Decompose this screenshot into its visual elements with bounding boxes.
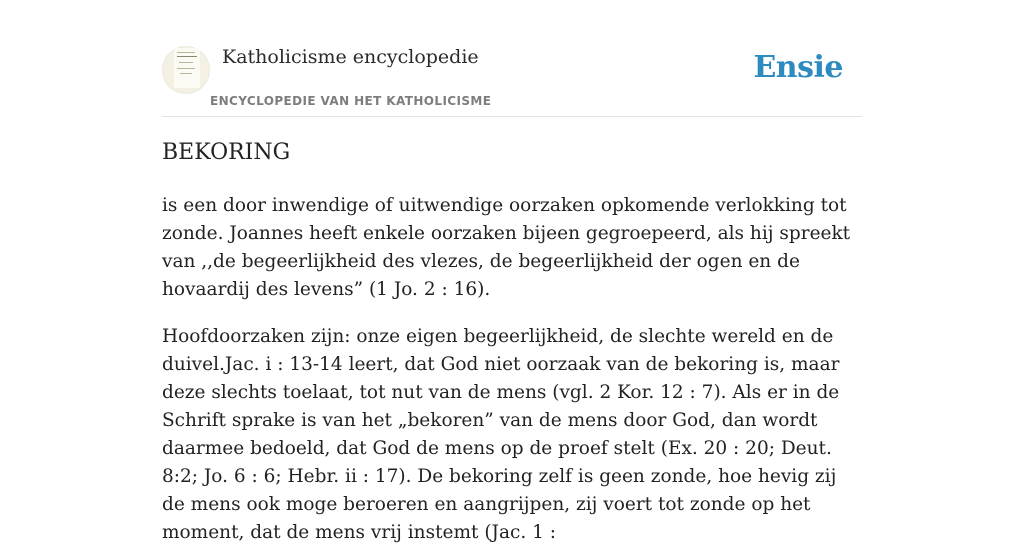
article-paragraph: is een door inwendige of uitwendige oorzaken opkomende verlokking tot zonde. Joannes heeft enkele oorzaken bijeen gegroepeerd, als hij spreekt van ,,de begeerlijkheid des vlezes, de begeerlijkheid der ogen en de hovaardij des levens” (1 Jo. 2 : 16). — [162, 195, 851, 300]
ensie-logo-link[interactable]: Ensie — [753, 50, 843, 85]
site-header — [162, 0, 862, 117]
page-container — [162, 0, 862, 543]
encyclopedia-subtitle: ENCYCLOPEDIE VAN HET KATHOLICISME — [210, 94, 492, 108]
book-cover-icon[interactable] — [162, 46, 210, 94]
article-title: BEKORING — [162, 140, 291, 165]
encyclopedia-title-link[interactable]: Katholicisme encyclopedie — [222, 46, 479, 68]
article-paragraph: Hoofdoorzaken zijn: onze eigen begeerlijkheid, de slechte wereld en de duivel.Jac. i : 13-14 leert, dat God niet oorzaak van de bekoring is, maar deze slechts toelaat, tot nut van de mens (vgl. 2 Kor. 12 : 7). Als er in de Schrift sprake is van het „bekoren” van de mens door God, dan wordt daarmee bedoeld, dat God de mens op de proef stelt (Ex. 20 : 20; Deut. 8:2; Jo. 6 : 6; Hebr. ii : 17). De bekoring zelf is geen zonde, hoe hevig zij de mens ook moge beroeren en aangrijpen, zij voert tot zonde op het moment, dat de mens vrij instemt (Jac. 1 : — [162, 326, 840, 543]
